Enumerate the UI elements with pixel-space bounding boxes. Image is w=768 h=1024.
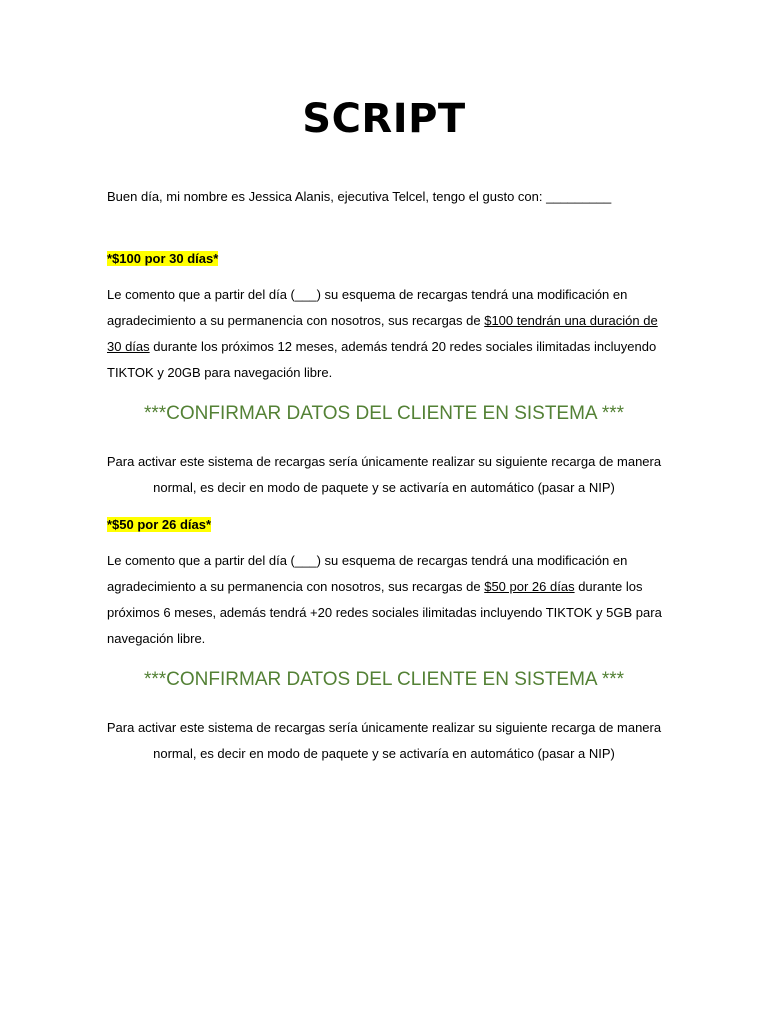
confirm-heading-1: ***CONFIRMAR DATOS DEL CLIENTE EN SISTEMA ***: [143, 403, 625, 424]
offer1-text-before: Le comento que a partir del día (___) su esquema de recargas tendrá una modificación en agradecimiento a su permanencia con nosotros, sus recargas de: [107, 287, 628, 328]
greeting-paragraph: Buen día, mi nombre es Jessica Alanis, ejecutiva Telcel, tengo el gusto con: _________: [107, 189, 612, 204]
confirm-heading-2: ***CONFIRMAR DATOS DEL CLIENTE EN SISTEMA ***: [143, 669, 625, 690]
activation-paragraph-1: Para activar este sistema de recargas sería únicamente realizar su siguiente recarga de manera normal, es decir en modo de paquete y se activaría en automático (pasar a NIP): [106, 454, 662, 495]
offer2-text-after: durante los próximos 6 meses, además tendrá +20 redes sociales ilimitadas incluyendo TIKTOK y 5GB para navegación libre.: [107, 579, 662, 646]
offer2-underlined: $50 por 26 días: [484, 579, 575, 594]
page-title: SCRIPT: [302, 96, 466, 142]
offer2-tag-line: [107, 512, 667, 538]
offer2-text-before: Le comento que a partir del día (___) su esquema de recargas tendrá una modificación en agradecimiento a su permanencia con nosotros, sus recargas de: [107, 553, 628, 594]
activation-paragraph-2: Para activar este sistema de recargas sería únicamente realizar su siguiente recarga de manera normal, es decir en modo de paquete y se activaría en automático (pasar a NIP): [106, 720, 662, 761]
offer1-text-after: durante los próximos 12 meses, además tendrá 20 redes sociales ilimitadas incluyendo TIKTOK y 20GB para navegación libre.: [107, 339, 657, 380]
offer1-tag: *$100 por 30 días*: [107, 251, 219, 266]
offer2-tag: *$50 por 26 días*: [107, 517, 212, 532]
offer1-tag-line: [107, 246, 667, 272]
offer2-paragraph: [107, 548, 667, 652]
offer1-underlined: $100 tendrán una duración de 30 días: [107, 313, 658, 354]
offer1-paragraph: [107, 282, 667, 386]
